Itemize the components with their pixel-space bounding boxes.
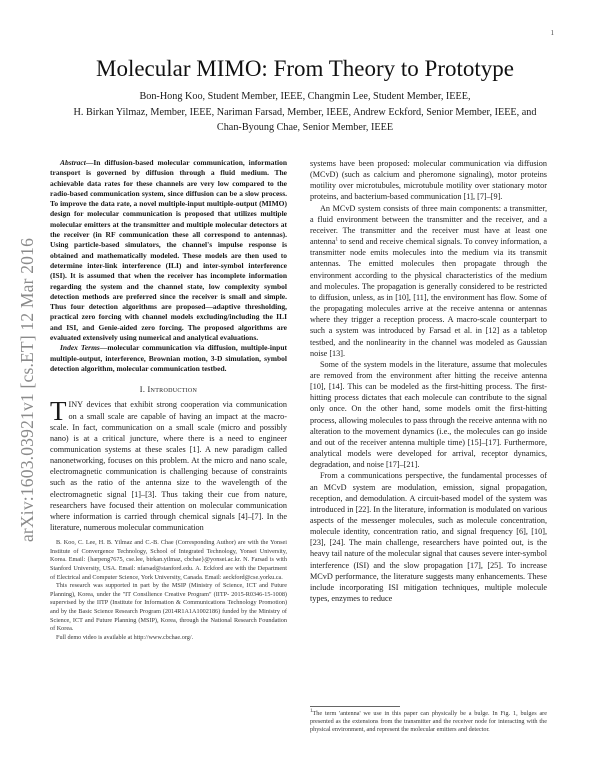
affiliation-note: B. Koo, C. Lee, H. B. Yilmaz and C.-B. Chae (Corresponding Author) are with the Yonsei Institute of Convergence Technology, School of Integrated Technology, Yonsei University, Korea. Email: {harpeng7675, cse.lee, birkan.yilmaz, cbchae}@yonsei.ac.kr. N. Farsad is with Stanford University, USA. Email: nfarsad@stanford.edu. A. Eckford are with the Department of Electrical and Computer Science, York University, Canada. Email: aeckford@cse.yorku.ca. xyxy=(50,539,287,581)
body-paragraph-2-rest: to send and receive chemical signals. To convey information, a transmitter node emits molecules into the medium via its transmit antennas. The emitted molecules then propagate through the environment according to the physical characteristics of the medium and molecules. The propagation is generally considered to be restricted to diffusion, unless, as in [10], [11], the environment has flow. Some of the propagating molecules arrive at the receive antenna or antennas where they trigger a reception process. A macro-scale counterpart to such a system was introduced by Farsad et al. in [12] as a tabletop testbed, and the nonlinearity in the channel was modeled as Gaussian noise [13]. xyxy=(310,237,547,358)
author-line-2: H. Birkan Yilmaz, Member, IEEE, Nariman Farsad, Member, IEEE, Andrew Eckford, Senior Member, IEEE, and xyxy=(73,106,537,118)
funding-note: This research was supported in part by the MSIP (Ministry of Science, ICT and Future Planning), Korea, under the "IT Consilience Creative Program" (IITP- 2015-R0346-15-1008) supervised by the IITP (Institute for Information & Communications Technology Promotion) and by the Basic Science Research Program (2014R1A1A1002186) funded by the Ministry of Science, ICT and Future Planning (MSIP), Korea, through the National Research Foundation of Korea. xyxy=(50,582,287,633)
index-terms-text: —molecular communication via diffusion, multiple-input multiple-output, interference, Brownian motion, 3-D simulation, symbol detection algorithm, molecular communication testbed. xyxy=(50,343,288,373)
section-numeral: I. xyxy=(139,385,148,395)
affiliation-footnotes xyxy=(50,539,287,642)
abstract-lead: Abstract xyxy=(60,158,86,167)
section-heading-introduction xyxy=(50,384,287,395)
drop-cap: T xyxy=(50,396,67,427)
paper-title: Molecular MIMO: From Theory to Prototype xyxy=(96,56,514,81)
body-paragraph-4: From a communications perspective, the fundamental processes of an MCvD system are modulation, emission, signal propagation, reception, and demodulation. A circuit-based model of the system was introduced in [22]. In the literature, information is modulated on various aspects of the messenger molecules, such as molecule concentration, molecule identity, concentration ratio, and signal frequency [6], [10], [23], [24]. The main challenge, researchers have pointed out, is the heavy tail nature of the molecular signal that causes severe inter-symbol interference (ISI) and the slow propagation [17], [25]. To increase MCvD performance, the literature suggests many enhancements. These include incorporating ISI mitigation techniques, multiple molecule types, enzymes to reduce xyxy=(310,471,547,604)
abstract-text: —In diffusion-based molecular communication, information transport is governed by diffusion through a fluid medium. The achievable data rates for these channels are very low compared to the radio-based communication system, since diffusion can be a slow process. To improve the data rate, a novel multiple-input multiple-output (MIMO) design for molecular communication is proposed that utilizes multiple molecular emitters at the transmitter and multiple molecular detectors at the receiver (in RF communication these all correspond to antennas). Using particle-based simulators, the channel's impulse response is obtained and mathematically modeled. These models are then used to determine inter-link interference (ILI) and inter-symbol interference (ISI). It is assumed that when the receiver has incomplete information regarding the system and the channel state, low complexity symbol detection methods are preferred since the receiver is small and simple. Thus four detection algorithms are proposed—adaptive thresholding, practical zero forcing with channel models excluding/including the ILI and ISI, and Genie-aided zero forcing. The proposed algorithms are evaluated extensively using numerical and analytical evaluations. xyxy=(50,158,287,343)
abstract xyxy=(50,158,287,343)
page-number: 1 xyxy=(550,29,554,37)
intro-first-word: INY xyxy=(68,400,84,410)
left-column xyxy=(50,158,287,642)
index-terms xyxy=(50,343,287,374)
body-paragraph-2-text: An MCvD system consists of three main components: a transmitter, a fluid environment between the transmitter and the receiver, and a receiver. The transmitter and the receiver must have at least one antenna xyxy=(310,203,547,247)
demo-video-note: Full demo video is available at http://www.cbchae.org/. xyxy=(56,633,194,641)
author-list xyxy=(50,89,560,136)
antenna-footnote xyxy=(310,702,547,734)
body-paragraph-1: systems have been proposed: molecular communication via diffusion (MCvD) (such as calcium and pheromone signaling), motor proteins motility over microtubules, microtubule motility over stationary motor proteins, and bacterium-based communication [1], [7]–[9]. xyxy=(310,159,547,202)
footnote-text: The term 'antenna' we use in this paper can physically be a bulge. In Fig. 1, bulges are presented as the extensions from the transmitter and the receiver node for interacting with the physical environment, and represent the molecular emitters and detector. xyxy=(310,710,547,733)
footnote-mark: 1 xyxy=(310,708,313,714)
right-column xyxy=(310,158,547,604)
footnote-rule xyxy=(310,706,400,707)
author-line-3: Chan-Byoung Chae, Senior Member, IEEE xyxy=(216,122,394,133)
body-paragraph-2 xyxy=(310,203,547,359)
footnote-marker: 1 xyxy=(335,237,338,243)
section-title: Introduction xyxy=(147,385,198,395)
intro-paragraph xyxy=(50,396,287,533)
body-paragraph-3: Some of the system models in the literature, assume that molecules are removed from the environment after hitting the receive antenna [10], [14]. This can be modeled as the first-hitting process. The first-hitting process dictates that each molecule can contribute to the signal only once. On the other hand, some models omit the first-hitting process, allowing molecules to pass through the receive antenna with no alteration to the movement dynamics (i.e., the molecules can go inside and out of the receiver antenna multiple time) [15]–[17]. Furthermore, analytical models were developed for arrival, receptor dynamics, degradation, and noise [17]–[21]. xyxy=(310,359,547,470)
intro-text: devices that exhibit strong cooperation via communication on a small scale are capable of having an impact at the macro-scale. In fact, communication on a small scale (micro and possibly nano) is at a critical juncture, where there is a need to engineer communication systems at these scales [1]. A new paradigm called nanonetworking, focuses on this problem. At the micro and nano scale, electromagnetic communication is challenging because of constraints such as the ratio of the antenna size to the wavelength of the electromagnetic signal [1]–[3]. Thus taking their cue from nature, researchers have focused their attention on molecular communication where information is carried through chemical signals [4]–[7]. In the literature, numerous molecular communication xyxy=(50,400,287,533)
index-terms-lead: Index Terms xyxy=(60,343,100,353)
author-line-1: Bon-Hong Koo, Student Member, IEEE, Changmin Lee, Student Member, IEEE, xyxy=(139,91,471,102)
arxiv-stamp[interactable]: arXiv:1603.03921v1 [cs.ET] 12 Mar 2016 xyxy=(17,237,37,543)
